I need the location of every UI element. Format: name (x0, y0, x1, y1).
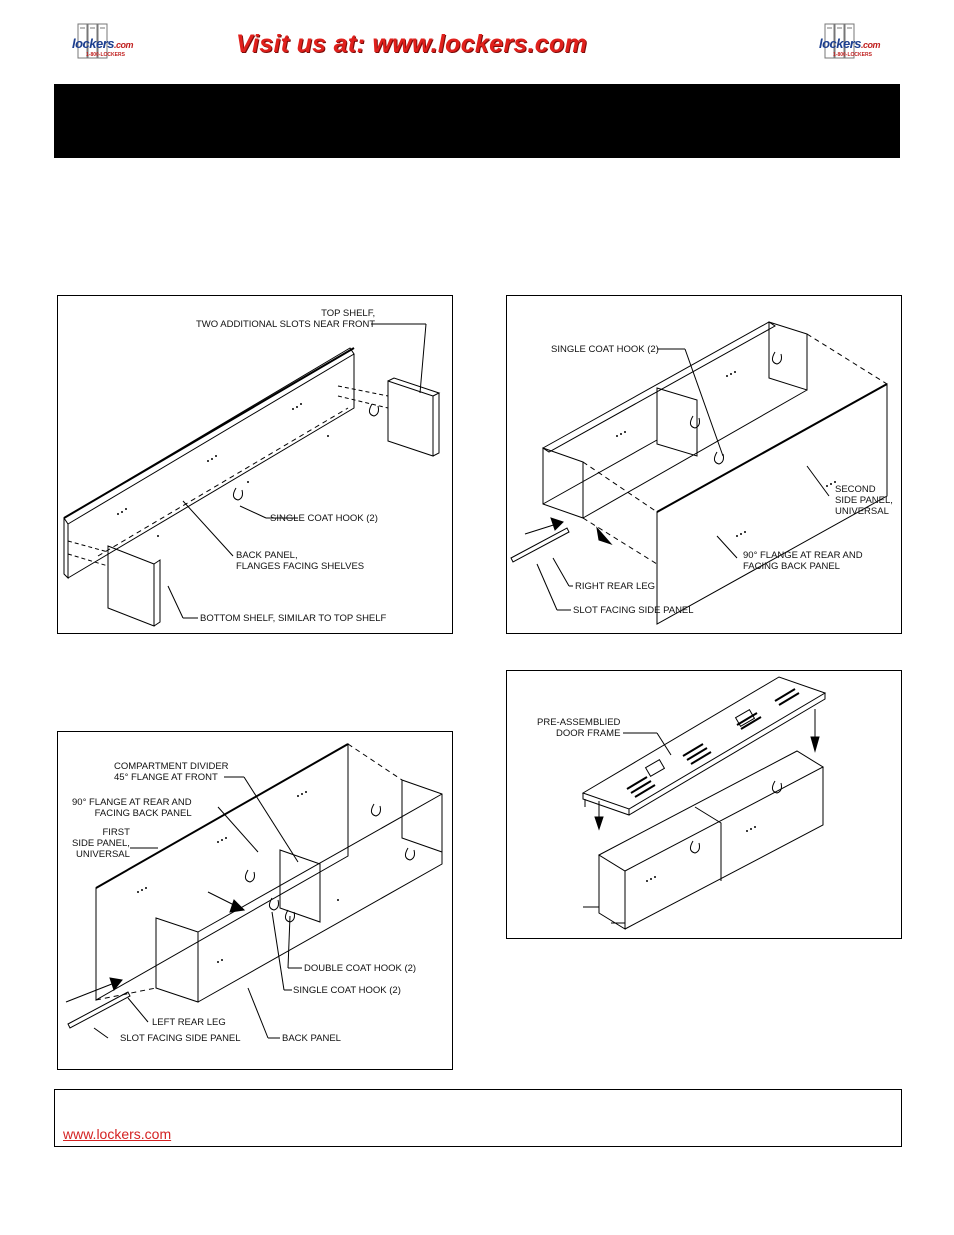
callout-slot-facing: SLOT FACING SIDE PANEL (573, 605, 694, 616)
logo-suffix: .com (861, 40, 881, 50)
callout-bottom-shelf: BOTTOM SHELF, SIMILAR TO TOP SHELF (200, 613, 387, 624)
callout-double-coat-hook: DOUBLE COAT HOOK (2) (304, 963, 417, 974)
callout-first-side-panel: FIRST SIDE PANEL, UNIVERSAL (72, 827, 130, 860)
callout-single-coat-hook: SINGLE COAT HOOK (2) (293, 985, 401, 996)
callout-flange: 90° FLANGE AT REAR AND FACING BACK PANEL (743, 550, 863, 572)
callout-door-frame: PRE-ASSEMBLIED DOOR FRAME (537, 717, 621, 739)
callout-left-rear-leg: LEFT REAR LEG (152, 1017, 226, 1028)
logo-text: lockers (819, 36, 862, 51)
callout-single-coat-hook: SINGLE COAT HOOK (2) (270, 513, 378, 524)
logo-phone: 1-800-LOCKERS (86, 52, 125, 58)
logo-phone: 1-800-LOCKERS (833, 52, 872, 58)
callout-second-side-panel: SECOND SIDE PANEL, UNIVERSAL (835, 484, 893, 517)
callout-flange: 90° FLANGE AT REAR AND FACING BACK PANEL (72, 797, 192, 819)
lockers-logo-left (70, 22, 140, 64)
figure-1-shelves-back-panel (57, 295, 453, 634)
callout-right-rear-leg: RIGHT REAR LEG (575, 581, 656, 592)
figure-2-second-side-panel (506, 295, 902, 634)
figure-4-door-frame (506, 670, 902, 939)
callout-slot-facing: SLOT FACING SIDE PANEL (120, 1033, 241, 1044)
callout-back-panel: BACK PANEL, FLANGES FACING SHELVES (236, 550, 365, 572)
footer-box (54, 1089, 902, 1147)
callout-single-coat-hook: SINGLE COAT HOOK (2) (551, 344, 659, 355)
callout-back-panel: BACK PANEL (282, 1033, 341, 1044)
footer-website-link[interactable]: www.lockers.com (63, 1126, 172, 1142)
figure-3-first-side-panel (57, 731, 453, 1070)
lockers-logo-right (817, 22, 887, 64)
title-bar (54, 84, 900, 158)
figure-1-drawing (58, 296, 452, 633)
visit-us-banner[interactable]: Visit us at: www.lockers.com (236, 30, 588, 58)
logo-text: lockers (72, 36, 115, 51)
callout-compartment-divider: COMPARTMENT DIVIDER 45° FLANGE AT FRONT (114, 761, 229, 783)
logo-suffix: .com (114, 40, 134, 50)
figure-4-drawing (507, 671, 901, 938)
callout-top-shelf: TOP SHELF, TWO ADDITIONAL SLOTS NEAR FRONT (196, 308, 376, 330)
